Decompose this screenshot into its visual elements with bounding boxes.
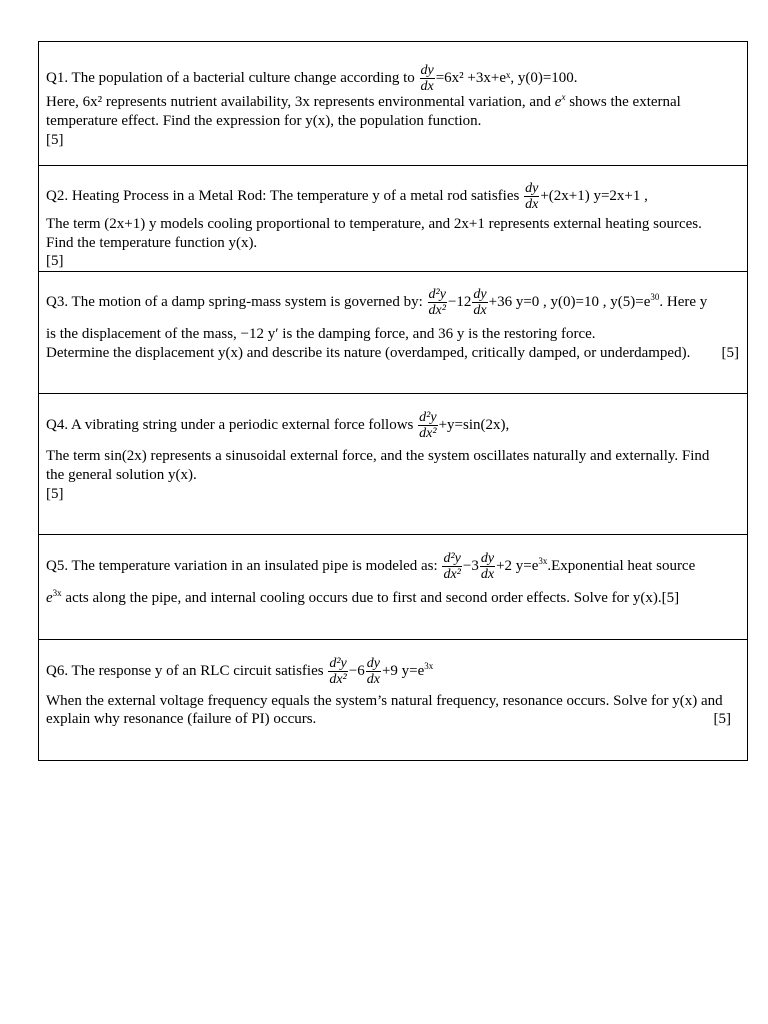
q4-line1: Q4. A vibrating string under a periodic external force follows $\frac{\text{d²y}}{\text{dx²}}$ +y=sin(2x), — [46, 410, 510, 441]
q2-marks: [5] — [46, 253, 64, 269]
q1-line2: Here, 6x² represents nutrient availability, 3x represents environmental variation, and $e^x$ shows the external — [46, 92, 681, 110]
q6-line1: Q6. The response y of an RLC circuit satisfies $\frac{\text{d²y}}{\text{dx²}}$ −6 $\frac{dy}{dx}$ +9 $y=e^{3x}$ — [46, 656, 434, 687]
q2-frac: $\frac{dy}{dx}$ — [525, 181, 539, 212]
q3-line3: Determine the displacement y(x) and describe its nature (overdamped, critically damped, or underdamped). — [46, 345, 691, 361]
q2-line1: Q2. Heating Process in a Metal Rod: The temperature y of a metal rod satisfies $\frac{dy}{dx}$ +(2x+1) y=2x+1 , — [46, 181, 648, 212]
q4-line2: The term sin(2x) represents a sinusoidal external force, and the system oscillates naturally and externally. Find — [46, 448, 710, 464]
q3-line1: Q3. The motion of a damp spring-mass system is governed by: $\frac{\text{d²y}}{\text{dx²}}$ −12 $\frac{dy}{dx}$ +36 y=0 , y(0)=10 , $y(5)=e^{30}$. Here y — [46, 287, 708, 318]
q5-line2: $e^{3x}$ acts along the pipe, and internal cooling occurs due to first and second order effects. Solve for y(x).[5] — [46, 588, 680, 606]
q1-marks: [5] — [46, 132, 64, 148]
q2-line2: The term (2x+1) y models cooling proportional to temperature, and 2x+1 represents external heating sources. — [46, 216, 702, 232]
q1-equation: =6x² +3x+eˣ, y(0)=100. — [435, 69, 578, 86]
q2-equation: +(2x+1) y=2x+1 , — [540, 187, 648, 204]
q1-frac: $\frac{dy}{dx}$ — [420, 63, 434, 94]
q6-marks: [5] — [713, 711, 731, 727]
q5-line1: Q5. The temperature variation in an insulated pipe is modeled as: $\frac{\text{d²y}}{\text{dx²}}$ −3 $\frac{dy}{dx}$ +2 $y=e^{3x}.Exponential$ heat source — [46, 551, 696, 582]
question-sheet — [38, 41, 748, 761]
question-3 — [39, 272, 747, 394]
q1-line1 — [46, 63, 740, 94]
question-1 — [39, 42, 747, 166]
question-4 — [39, 394, 747, 535]
q1-line3: temperature effect. Find the expression for y(x), the population function. — [46, 113, 482, 129]
q6-line2: When the external voltage frequency equals the system’s natural frequency, resonance occurs. Solve for y(x) and — [46, 693, 723, 709]
q1-lead: Q1. The population of a bacterial culture change according to — [46, 69, 415, 86]
q1-exp-term: $e^x$ — [554, 92, 566, 110]
q4-line3: the general solution y(x). — [46, 467, 197, 483]
q2-line3: Find the temperature function y(x). — [46, 235, 258, 251]
question-2 — [39, 166, 747, 272]
q3-line2: is the displacement of the mass, −12 y′ is the damping force, and 36 y is the restoring force. — [46, 326, 596, 342]
q4-marks: [5] — [46, 486, 64, 502]
q6-line3: explain why resonance (failure of PI) occurs. — [46, 711, 317, 727]
q3-marks: [5] — [721, 345, 739, 361]
question-6 — [39, 640, 747, 761]
question-5 — [39, 535, 747, 640]
